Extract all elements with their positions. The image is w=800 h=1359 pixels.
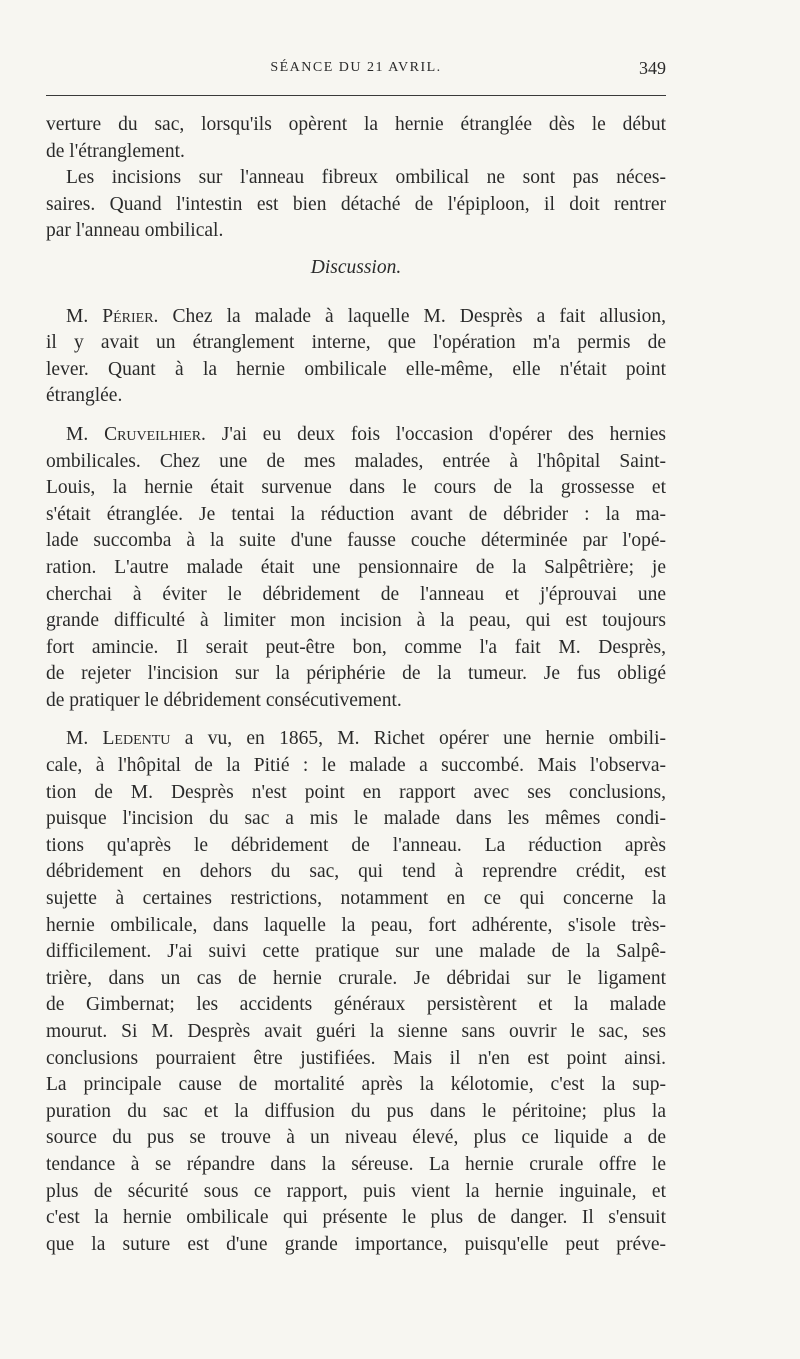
text-line: conclusions pourraient être justifiées. Mais il n'en est point ainsi. (46, 1047, 666, 1069)
text-line: ombilicales. Chez une de mes malades, entrée à l'hôpital Saint- (46, 450, 666, 472)
text-line: c'est la hernie ombilicale qui présente le plus de danger. Il s'ensuit (46, 1207, 666, 1229)
text-fragment: a vu, en 1865, M. Richet opérer une hernie ombili- (170, 728, 666, 750)
text-line: tions qu'après le débridement de l'anneau. La réduction après (46, 834, 666, 856)
text-fragment: J'ai eu deux fois l'occasion d'opérer des hernies (205, 423, 666, 445)
paragraph-ledentu-line (46, 726, 666, 753)
body-text (46, 112, 666, 1258)
paragraph-cruveilhier-line (46, 422, 666, 449)
text-line: La principale cause de mortalité après la kélotomie, c'est la sup- (46, 1074, 666, 1096)
text-line: lever. Quant à la hernie ombilicale elle-même, elle n'était point (46, 358, 666, 380)
text-line: verture du sac, lorsqu'ils opèrent la hernie étranglée dès le début (46, 114, 666, 135)
text-line: s'était étranglée. Je tentai la réduction avant de débrider : la ma- (46, 503, 666, 525)
text-line: de l'étranglement. (46, 140, 185, 162)
text-line: tendance à se répandre dans la séreuse. La hernie crurale offre le (46, 1153, 666, 1175)
text-line: difficilement. J'ai suivi cette pratique sur une malade de la Salpê- (46, 941, 666, 963)
text-line: de Gimbernat; les accidents généraux persistèrent et la malade (46, 994, 666, 1016)
paragraph-perier-line (46, 304, 666, 331)
text-line: Louis, la hernie était survenue dans le cours de la grossesse et (46, 477, 666, 499)
text-line: saires. Quand l'intestin est bien détaché de l'épiploon, il doit rentrer (46, 193, 666, 215)
text-line: par l'anneau ombilical. (46, 220, 224, 242)
text-line: ration. L'autre malade était une pensionnaire de la Salpêtrière; je (46, 556, 666, 578)
header-rule (46, 95, 666, 96)
text-line: trière, dans un cas de hernie crurale. Je débridai sur le ligament (46, 967, 666, 989)
text-line: grande difficulté à limiter mon incision à la peau, qui est toujours (46, 610, 666, 632)
text-line: tion de M. Desprès n'est point en rapport avec ses conclusions, (46, 781, 666, 803)
text-line: mourut. Si M. Desprès avait guéri la sienne sans ouvrir le sac, ses (46, 1021, 666, 1042)
text-line: fort amincie. Il serait peut-être bon, comme l'a fait M. Desprès, (46, 636, 666, 658)
text-line: il y avait un étranglement interne, que l'opération m'a permis de (46, 332, 666, 354)
text-line: que la suture est d'une grande importance, puisqu'elle peut préve- (46, 1233, 666, 1255)
text-line: source du pus se trouve à un niveau élevé, plus ce liquide a de (46, 1127, 666, 1149)
text-line: hernie ombilicale, dans laquelle la peau, fort adhérente, s'isole très- (46, 914, 666, 936)
text-line: de pratiquer le débridement consécutivement. (46, 689, 402, 711)
text-line: Les incisions sur l'anneau fibreux ombilical ne sont pas néces- (66, 167, 666, 189)
text-line: étranglée. (46, 385, 123, 407)
running-head: SÉANCE DU 21 AVRIL. (270, 60, 442, 75)
section-heading: Discussion. (310, 256, 402, 278)
text-fragment: Chez la malade à laquelle M. Desprès a fait allusion, (158, 305, 666, 327)
page-header (46, 60, 666, 86)
text-line: lade succomba à la suite d'une fausse couche déterminée par l'opé- (46, 530, 666, 552)
page-number: 349 (639, 58, 666, 78)
text-line: plus de sécurité sous ce rapport, puis vient la hernie inguinale, et (46, 1180, 666, 1202)
text-line: débridement en dehors du sac, qui tend à reprendre crédit, est (46, 861, 666, 883)
speaker-name: M. Cruveilhier. (66, 423, 206, 445)
text-line: cherchai à éviter le débridement de l'anneau et j'éprouvai une (46, 583, 666, 605)
speaker-name: M. Périer. (66, 305, 159, 327)
text-line: de rejeter l'incision sur la périphérie de la tumeur. Je fus obligé (46, 663, 666, 685)
text-line: sujette à certaines restrictions, notamment en ce qui concerne la (46, 888, 666, 910)
text-line: puration du sac et la diffusion du pus dans le péritoine; plus la (46, 1100, 666, 1122)
text-line: puisque l'incision du sac a mis le malade dans les mêmes condi- (46, 808, 666, 830)
text-line: cale, à l'hôpital de la Pitié : le malade a succombé. Mais l'observa- (46, 755, 666, 777)
speaker-name: M. Ledentu (66, 728, 171, 750)
